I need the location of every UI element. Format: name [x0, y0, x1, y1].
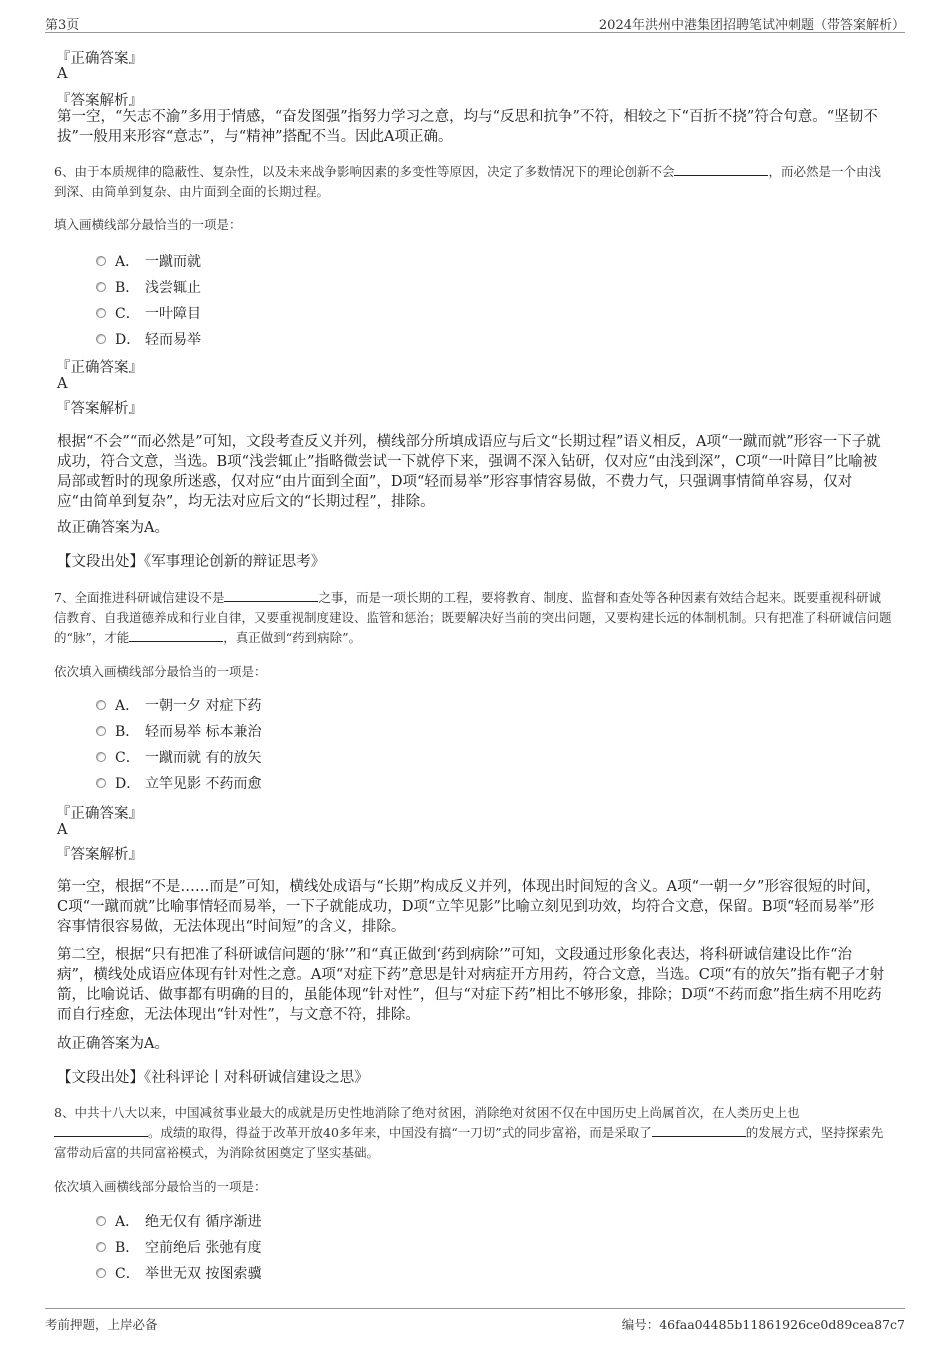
page-footer [45, 1308, 905, 1335]
radio-icon[interactable] [96, 282, 106, 292]
option-a[interactable]: A． 一蹴而就 [96, 248, 201, 274]
radio-icon[interactable] [96, 778, 106, 788]
page-number: 第3页 [45, 18, 80, 33]
analysis-label: 『答案解析』 [56, 401, 143, 417]
answer-blank [674, 163, 768, 176]
analysis-text: 第一空，“矢志不渝”多用于情感，“奋发图强”指努力学习之意，均与“反思和抗争”不符，相较之下“百折不挠”符合句意。“坚韧不拔”一般用来形容“意志”，与“精神”搭配不当。因此A项正确。 [57, 109, 878, 145]
radio-icon[interactable] [96, 308, 106, 318]
analysis-text: 第二空，根据“只有把准了科研诚信问题的‘脉’”和“真正做到‘药到病除’”可知，文段通过形象化表达，将科研诚信建设比作“治病”，横线处成语应体现有针对性之意。A项“对症下药”意思是针对病症开方用药，符合文意，当选。C项“有的放矢”指有靶子才射箭，比喻说话、做事都有明确的目的，虽能体现“针对性”，但与“对症下药”相比不够形象，排除；D项“不药而愈”指生病不用吃药而自行痊愈，无法体现出“针对性”，与文意不符，排除。 [57, 947, 885, 1023]
radio-icon[interactable] [96, 752, 106, 762]
option-d[interactable]: D． 轻而易举 [96, 326, 201, 352]
option-b[interactable]: B． 空前绝后 张弛有度 [96, 1234, 261, 1260]
answer-blank [652, 1124, 746, 1137]
document-title: 2024年洪州中港集团招聘笔试冲刺题（带答案解析） [598, 18, 905, 33]
correct-answer-label: 『正确答案』 [56, 806, 143, 822]
option-c[interactable]: C． 一蹴而就 有的放矢 [96, 744, 261, 770]
conclusion-text: 故正确答案为A。 [57, 520, 169, 536]
radio-icon[interactable] [96, 1268, 106, 1278]
radio-icon[interactable] [96, 1242, 106, 1252]
radio-icon[interactable] [96, 700, 106, 710]
option-list [96, 692, 261, 796]
answer-blank [129, 629, 223, 642]
question-stem: 7、全面推进科研诚信建设不是 之事，而是一项长期的工程，要将教育、制度、监督和查处等各种因素有效结合起来。既要重视科研诚信教育、自我道德养成和行业自律，又要重视制度建设、监管和惩治；既要解决好当前的突出问题，又要构建长远的体制机制。只有把准了科研诚信问题的“脉”，才能 ，真正做到“药到病除”。 [54, 590, 892, 645]
correct-answer-value: A [57, 376, 68, 392]
radio-icon[interactable] [96, 256, 106, 266]
analysis-label: 『答案解析』 [56, 847, 143, 863]
footer-slogan: 考前押题，上岸必备 [45, 1317, 158, 1332]
option-list [96, 1208, 261, 1286]
answer-blank [224, 589, 318, 602]
option-c[interactable]: C． 一叶障目 [96, 300, 201, 326]
correct-answer-value: A [57, 66, 68, 82]
conclusion-text: 故正确答案为A。 [57, 1036, 169, 1052]
question-prompt: 依次填入画横线部分最恰当的一项是： [54, 1179, 267, 1194]
answer-blank [54, 1124, 148, 1137]
radio-icon[interactable] [96, 726, 106, 736]
source-citation: 【文段出处】《军事理论创新的辩证思考》 [57, 554, 326, 570]
option-b[interactable]: B． 轻而易举 标本兼治 [96, 718, 261, 744]
option-a[interactable]: A． 绝无仅有 循序渐进 [96, 1208, 261, 1234]
option-c[interactable]: C． 举世无双 按图索骥 [96, 1260, 261, 1286]
source-citation: 【文段出处】《社科评论丨对科研诚信建设之思》 [57, 1070, 369, 1086]
option-list [96, 248, 201, 352]
question-prompt: 依次填入画横线部分最恰当的一项是： [54, 664, 267, 679]
option-d[interactable]: D． 立竿见影 不药而愈 [96, 770, 261, 796]
document-id: 编号：46faa04485b11861926ce0d89cea87c7 [621, 1317, 905, 1332]
question-prompt: 填入画横线部分最恰当的一项是： [54, 217, 242, 232]
question-stem: 8、中共十八大以来，中国减贫事业最大的成就是历史性地消除了绝对贫困，消除绝对贫困不仅在中国历史上尚属首次，在人类历史上也。成绩的取得，得益于改革开放40多年来，中国没有搞“一刀切”式的同步富裕，而是采取了 的发展方式，坚持探索先富带动后富的共同富裕模式，为消除贫困奠定了坚实基础。 [54, 1105, 884, 1160]
correct-answer-value: A [57, 822, 68, 838]
correct-answer-label: 『正确答案』 [56, 360, 143, 376]
page-header [45, 10, 905, 33]
correct-answer-label: 『正确答案』 [56, 51, 143, 67]
radio-icon[interactable] [96, 1216, 106, 1226]
analysis-text: 根据“不会”“而必然是”可知，文段考查反义并列，横线部分所填成语应与后文“长期过程”语义相反，A项“一蹴而就”形容一下子就成功，符合文意，当选。B项“浅尝辄止”指略微尝试一下就停下来，强调不深入钻研，仅对应“由浅到深”，C项“一叶障目”比喻被局部或暂时的现象所迷惑，仅对应“由片面到全面”，D项“轻而易举”形容事情容易做，不费力气，只强调事情简单容易，仅对应“由简单到复杂”，均无法对应后文的“长期过程”，排除。 [57, 434, 881, 510]
option-b[interactable]: B． 浅尝辄止 [96, 274, 201, 300]
analysis-label: 『答案解析』 [56, 93, 143, 109]
option-a[interactable]: A． 一朝一夕 对症下药 [96, 692, 261, 718]
radio-icon[interactable] [96, 334, 106, 344]
question-stem: 6、由于本质规律的隐蔽性、复杂性，以及未来战争影响因素的多变性等原因，决定了多数情况下的理论创新不会 ，而必然是一个由浅到深、由简单到复杂、由片面到全面的长期过程。 [54, 164, 881, 199]
analysis-text: 第一空，根据“不是……而是”可知，横线处成语与“长期”构成反义并列，体现出时间短的含义。A项“一朝一夕”形容很短的时间，C项“一蹴而就”比喻事情轻而易举，一下子就能成功，D项“立竿见影”比喻立刻见到功效，均符合文意，保留。B项“轻而易举”形容事情很容易做，无法体现出“时间短”的含义，排除。 [57, 879, 881, 935]
